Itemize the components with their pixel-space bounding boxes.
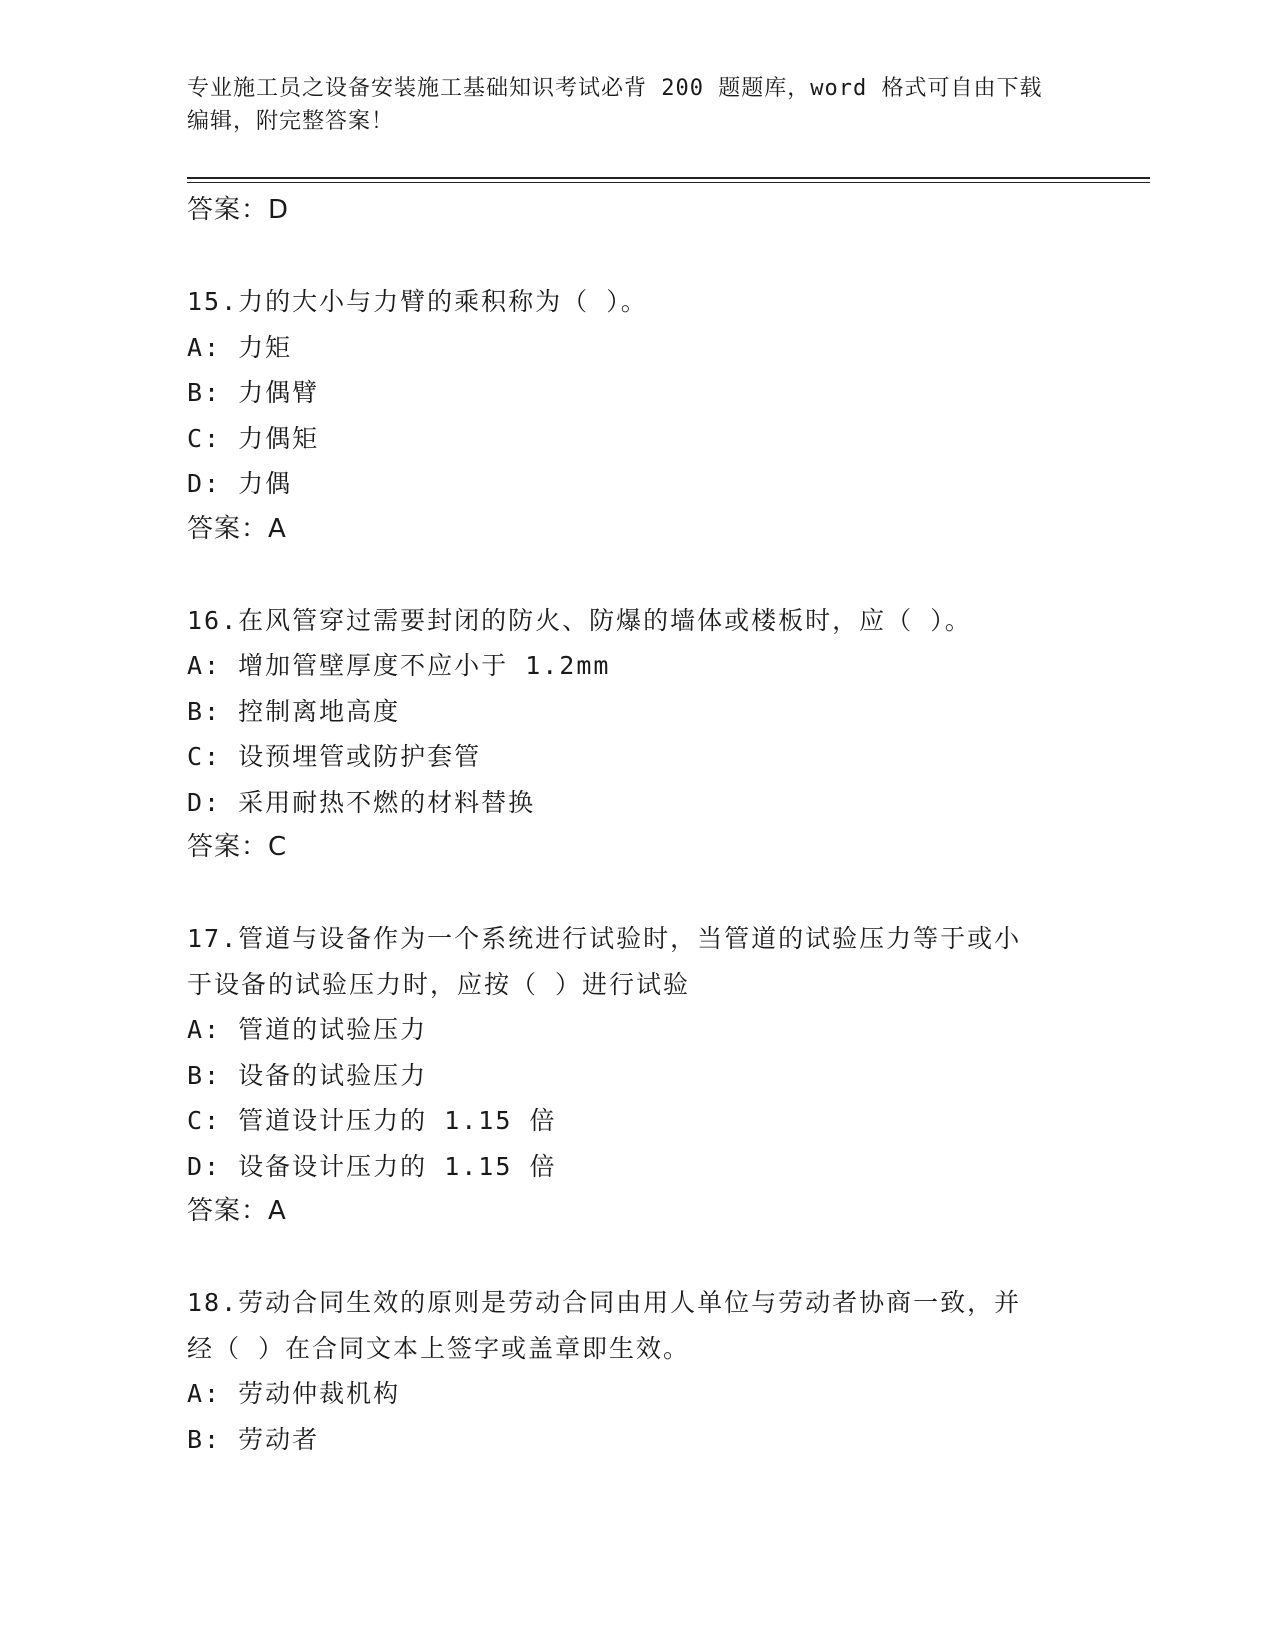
header-line-1: 专业施工员之设备安装施工基础知识考试必背 200 题题库，word 格式可自由下载	[187, 76, 1043, 101]
previous-answer: 答案：D	[187, 195, 290, 225]
spacer	[187, 871, 1087, 917]
option-b: B: 力偶臂	[187, 378, 320, 407]
answer: 答案：A	[187, 1196, 287, 1226]
option-b: B: 控制离地高度	[187, 696, 401, 726]
question-17	[187, 916, 1087, 1235]
option-d: D: 设备设计压力的 1.15 倍	[187, 1151, 557, 1181]
option-a: A: 劳动仲裁机构	[187, 1379, 401, 1408]
answer: 答案：C	[187, 832, 288, 862]
option-c: C: 设预埋管或防护套管	[187, 742, 482, 771]
question-15	[187, 279, 1087, 552]
spacer	[187, 552, 1087, 598]
question-stem: 17.管道与设备作为一个系统进行试验时，当管道的试验压力等于或小	[187, 924, 1022, 953]
question-18	[187, 1280, 1087, 1462]
header-line-2: 编辑，附完整答案！	[187, 109, 395, 134]
question-stem-continued: 经（ ）在合同文本上签字或盖章即生效。	[187, 1333, 691, 1363]
option-c: C: 力偶矩	[187, 423, 320, 453]
question-stem: 15.力的大小与力臂的乘积称为（ ）。	[187, 287, 648, 316]
document-header	[187, 72, 1087, 138]
option-a: A: 力矩	[187, 332, 293, 362]
question-16	[187, 598, 1087, 871]
question-stem: 16.在风管穿过需要封闭的防火、防爆的墙体或楼板时，应（ ）。	[187, 605, 972, 635]
spacer	[187, 234, 1087, 280]
header-rule-thin	[187, 182, 1150, 183]
question-list	[187, 188, 1087, 1462]
option-d: D: 力偶	[187, 469, 293, 498]
option-a: A: 增加管壁厚度不应小于 1.2mm	[187, 651, 611, 680]
header-rule-thick	[187, 177, 1150, 179]
question-stem: 18.劳动合同生效的原则是劳动合同由用人单位与劳动者协商一致，并	[187, 1288, 1022, 1317]
option-b: B: 劳动者	[187, 1424, 320, 1454]
answer: 答案：A	[187, 513, 287, 544]
option-d: D: 采用耐热不燃的材料替换	[187, 787, 536, 817]
question-stem-continued: 于设备的试验压力时，应按（ ）进行试验	[187, 969, 691, 999]
option-c: C: 管道设计压力的 1.15 倍	[187, 1106, 557, 1135]
option-b: B: 设备的试验压力	[187, 1060, 428, 1090]
option-a: A: 管道的试验压力	[187, 1015, 428, 1044]
spacer	[187, 1235, 1087, 1281]
